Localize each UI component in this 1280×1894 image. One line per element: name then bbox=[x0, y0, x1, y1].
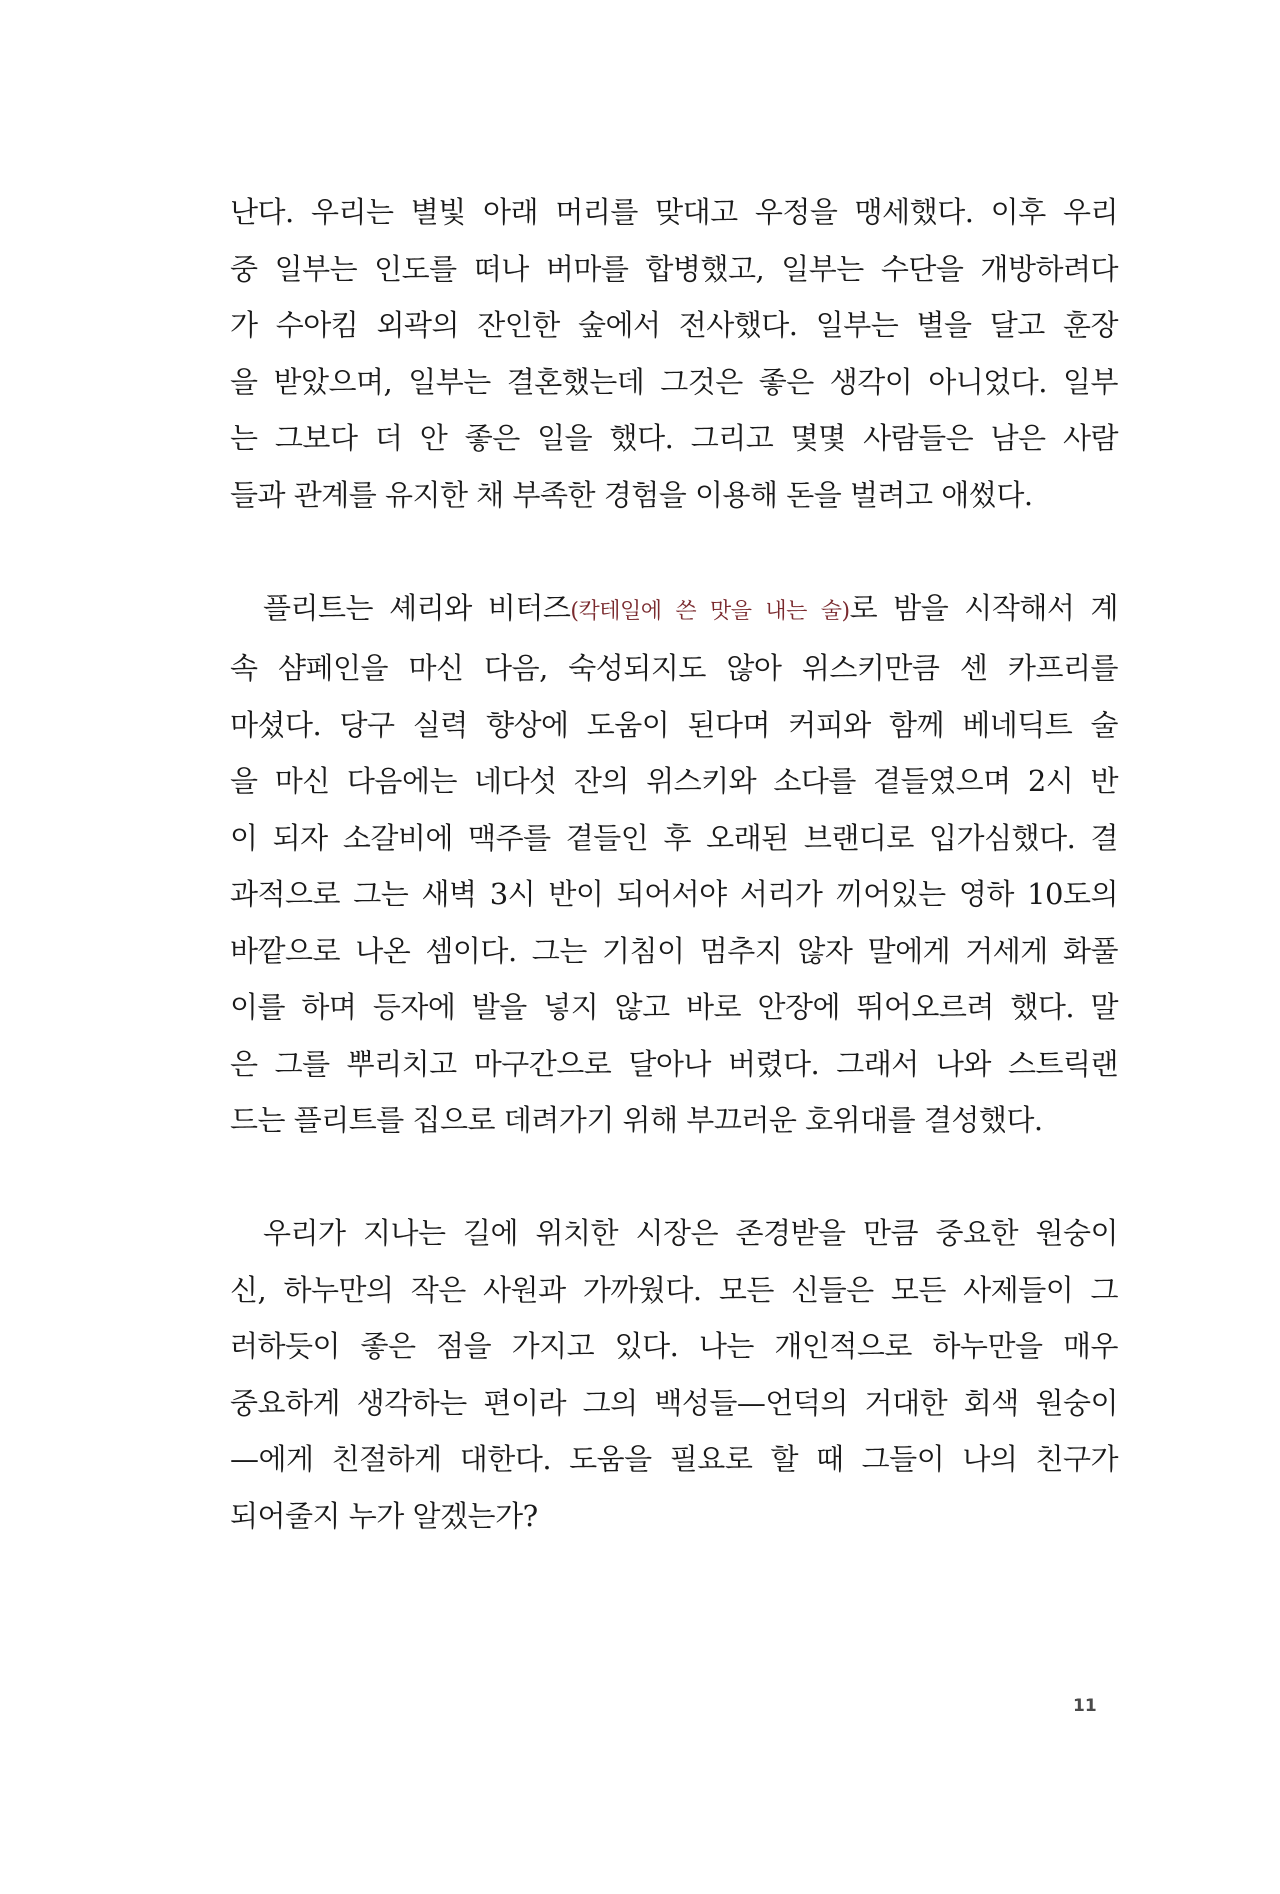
paragraph-3 bbox=[230, 1205, 1118, 1544]
paragraph-2 bbox=[230, 580, 1118, 1149]
translator-annotation: (칵테일에 쓴 맛을 내는 술) bbox=[570, 598, 850, 624]
text-line: 가 수아킴 외곽의 잔인한 숲에서 전사했다. 일부는 별을 달고 훈장 bbox=[230, 308, 1118, 342]
text-line: —에게 친절하게 대한다. 도움을 필요로 할 때 그들이 나의 친구가 bbox=[230, 1442, 1118, 1476]
text-line: 러하듯이 좋은 점을 가지고 있다. 나는 개인적으로 하누만을 매우 bbox=[230, 1329, 1118, 1363]
text-line: 는 그보다 더 안 좋은 일을 했다. 그리고 몇몇 사람들은 남은 사람 bbox=[230, 421, 1118, 455]
text-line: 속 샴페인을 마신 다음, 숙성되지도 않아 위스키만큼 센 카프리를 bbox=[230, 651, 1118, 685]
text-line: 중 일부는 인도를 떠나 버마를 합병했고, 일부는 수단을 개방하려다 bbox=[230, 251, 1118, 286]
text-line: 드는 플리트를 집으로 데려가기 위해 부끄러운 호위대를 결성했다. bbox=[230, 1103, 1043, 1137]
page-number: 11 bbox=[1073, 1696, 1097, 1716]
text-line: 중요하게 생각하는 편이라 그의 백성들—언덕의 거대한 회색 원숭이 bbox=[230, 1385, 1118, 1420]
text-segment: 플리트는 셰리와 비터즈 bbox=[263, 590, 571, 625]
text-line: 과적으로 그는 새벽 3시 반이 되어서야 서리가 끼어있는 영하 10도의 bbox=[230, 877, 1118, 911]
paragraph-1 bbox=[230, 184, 1118, 523]
text-line: 을 받았으며, 일부는 결혼했는데 그것은 좋은 생각이 아니었다. 일부 bbox=[230, 364, 1118, 399]
text-line: 은 그를 뿌리치고 마구간으로 달아나 버렸다. 그래서 나와 스트릭랜 bbox=[230, 1046, 1118, 1081]
text-line: 되어줄지 누가 알겠는가? bbox=[230, 1498, 538, 1533]
text-line: 바깥으로 나온 셈이다. 그는 기침이 멈추지 않자 말에게 거세게 화풀 bbox=[230, 933, 1118, 968]
text-line: 난다. 우리는 별빛 아래 머리를 맞대고 우정을 맹세했다. 이후 우리 bbox=[230, 195, 1118, 229]
text-line: 신, 하누만의 작은 사원과 가까웠다. 모든 신들은 모든 사제들이 그 bbox=[230, 1272, 1118, 1307]
text-line: 이를 하며 등자에 발을 넣지 않고 바로 안장에 뛰어오르려 했다. 말 bbox=[230, 990, 1118, 1024]
body-text bbox=[230, 184, 1118, 1601]
text-line: 들과 관계를 유지한 채 부족한 경험을 이용해 돈을 벌려고 애썼다. bbox=[230, 477, 1033, 512]
text-line: 이 되자 소갈비에 맥주를 곁들인 후 오래된 브랜디로 입가심했다. 결 bbox=[230, 820, 1118, 855]
text-line: 우리가 지나는 길에 위치한 시장은 존경받을 만큼 중요한 원숭이 bbox=[263, 1216, 1118, 1250]
text-line: 을 마신 다음에는 네다섯 잔의 위스키와 소다를 곁들였으며 2시 반 bbox=[230, 764, 1118, 798]
text-line-with-annotation bbox=[230, 580, 1118, 641]
text-line: 마셨다. 당구 실력 향상에 도움이 된다며 커피와 함께 베네딕트 술 bbox=[230, 707, 1118, 742]
text-segment: 로 밤을 시작해서 계 bbox=[849, 590, 1118, 625]
